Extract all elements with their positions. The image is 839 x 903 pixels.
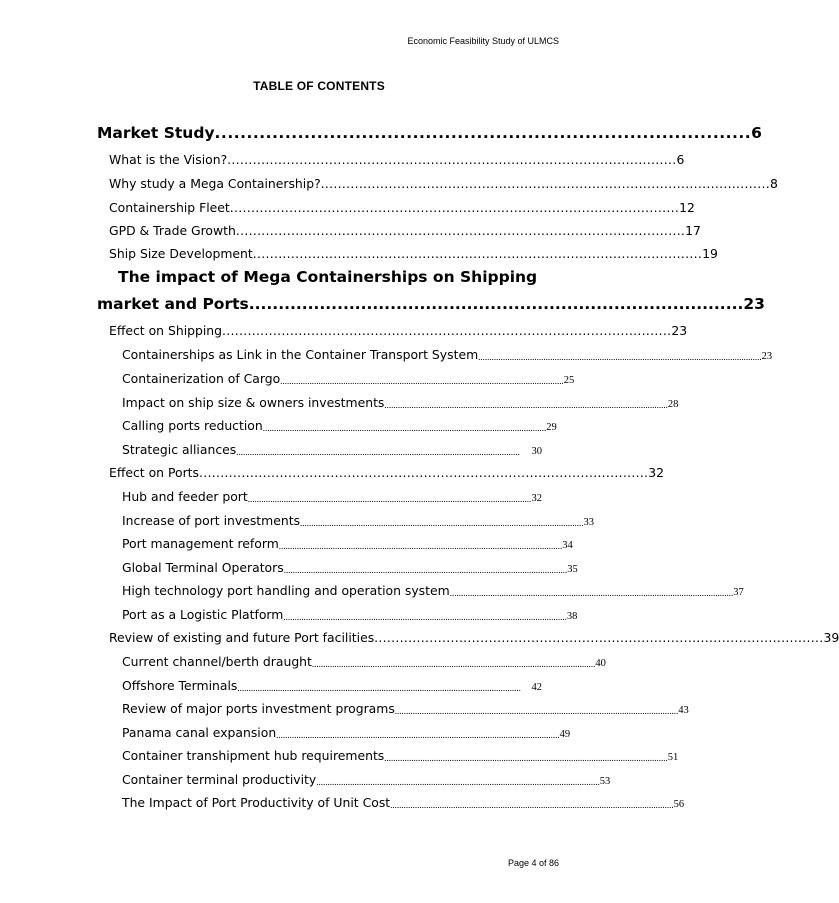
toc-entry-page: 40 (595, 658, 606, 669)
leader-dots: .............................................................................................................................. (311, 659, 596, 669)
toc-entry-page: 35 (567, 564, 578, 575)
toc-entry-text: Review of existing and future Port facilities (109, 630, 375, 645)
toc-entry-alliances[interactable] (122, 442, 542, 457)
leader-dots: .......................................................................................................... (235, 223, 686, 238)
toc-title: TABLE OF CONTENTS (253, 79, 385, 93)
toc-entry-text: Containerization of Cargo (122, 371, 281, 386)
toc-entry-text: Market Study (97, 124, 215, 142)
leader-dots: .................................................................................... (248, 295, 744, 313)
toc-entry-vision[interactable] (109, 152, 685, 167)
toc-entry-text: What is the Vision? (109, 152, 228, 167)
leader-dots: .............................................................................................................................. (283, 612, 567, 622)
toc-entry-text: Offshore Terminals (122, 678, 238, 693)
leader-dots: .............................................................................................................................. (449, 588, 734, 598)
toc-entry-text: Effect on Ports (109, 465, 199, 480)
toc-entry-hub-feeder[interactable] (122, 489, 542, 504)
toc-entry-page: 33 (583, 517, 595, 528)
toc-entry-terminal-operators[interactable] (122, 560, 578, 575)
toc-entry-page: 37 (733, 587, 744, 598)
toc-entry-market-study[interactable] (97, 124, 762, 142)
toc-entry-page: 17 (685, 223, 701, 238)
toc-entry-effect-shipping[interactable] (109, 323, 688, 338)
toc-entry-calling-ports[interactable] (122, 418, 557, 433)
leader-dots: .............................................................................................................................. (280, 376, 564, 386)
toc-entry-page: 8 (769, 176, 778, 191)
leader-dots: .............................................................................................................................. (390, 800, 674, 810)
toc-entry-page: 30 (531, 446, 542, 457)
toc-entry-page: 25 (563, 375, 575, 386)
toc-entry-link[interactable] (122, 347, 773, 362)
toc-entry-page: 32 (531, 493, 542, 504)
toc-entry-text: Container transhipment hub requirements (122, 748, 385, 763)
toc-entry-text: Effect on Shipping (109, 323, 223, 338)
leader-dots: .............................................................................................................................. (478, 352, 762, 362)
toc-entry-text: Increase of port investments (122, 513, 301, 528)
toc-entry-page: 32 (648, 465, 665, 480)
toc-entry-fleet[interactable] (109, 200, 695, 215)
leader-dots: .......................................................................................................... (320, 176, 770, 191)
toc-entry-text: Strategic alliances (122, 442, 237, 457)
toc-entry-text: Containerships as Link in the Container Transport System (122, 347, 479, 362)
page-number-footer: Page 4 of 86 (507, 858, 559, 868)
toc-entry-page: 23 (743, 295, 765, 313)
toc-entry-port-facilities[interactable] (109, 630, 839, 645)
toc-entry-text: High technology port handling and operation system (122, 583, 450, 598)
toc-entry-text: Calling ports reduction (122, 418, 263, 433)
leader-dots: .............................................................................................................................. (316, 777, 600, 787)
toc-entry-panama[interactable] (122, 725, 571, 740)
toc-entry-owners-investments[interactable] (122, 395, 679, 410)
leader-dots: .............................................................................................................................. (237, 683, 521, 693)
leader-dots: .............................................................................................................................. (283, 565, 568, 575)
toc-entry-investment-programs[interactable] (122, 701, 689, 716)
toc-entry-logistic-platform[interactable] (122, 607, 578, 622)
toc-entry-page: 23 (671, 323, 688, 338)
toc-entry-page: 23 (761, 351, 773, 362)
toc-entry-text: The Impact of Port Productivity of Unit Cost (122, 795, 391, 810)
toc-entry-unit-cost[interactable] (122, 795, 685, 810)
toc-entry-page: 43 (678, 705, 689, 716)
leader-dots: .......................................................................................................... (229, 200, 680, 215)
toc-entry-terminal-productivity[interactable] (122, 772, 611, 787)
toc-entry-ship-size[interactable] (109, 246, 718, 261)
toc-entry-page: 38 (566, 611, 578, 622)
toc-entry-port-management[interactable] (122, 536, 573, 551)
toc-entry-why-study[interactable] (109, 176, 778, 191)
leader-dots: .................................................................................... (214, 124, 752, 142)
leader-dots: .............................................................................................................................. (236, 447, 520, 457)
toc-entry-page: 6 (676, 152, 685, 167)
leader-dots: .......................................................................................................... (227, 152, 677, 167)
toc-entry-transhipment[interactable] (122, 748, 679, 763)
toc-entry-text: market and Ports (97, 295, 249, 313)
toc-entry-trade-growth[interactable] (109, 223, 701, 238)
toc-entry-offshore[interactable] (122, 678, 542, 693)
toc-entry-text: Containership Fleet (109, 200, 230, 215)
leader-dots: .............................................................................................................................. (300, 518, 584, 528)
toc-entry-text: Panama canal expansion (122, 725, 277, 740)
leader-dots: .............................................................................................................................. (262, 423, 547, 433)
toc-entry-page: 29 (546, 422, 557, 433)
toc-entry-text: GPD & Trade Growth (109, 223, 236, 238)
toc-entry-page: 53 (599, 776, 611, 787)
toc-entry-port-investments[interactable] (122, 513, 595, 528)
toc-entry-page: 51 (667, 752, 679, 763)
leader-dots: .............................................................................................................................. (394, 706, 679, 716)
toc-entry-text: Container terminal productivity (122, 772, 317, 787)
running-header: Economic Feasibility Study of ULMCS (407, 36, 559, 46)
leader-dots: .............................................................................................................................. (384, 753, 668, 763)
toc-entry-page: 34 (562, 540, 573, 551)
toc-entry-text: Hub and feeder port (122, 489, 248, 504)
leader-dots: .......................................................................................................... (199, 465, 649, 480)
leader-dots: .............................................................................................................................. (278, 541, 563, 551)
toc-entry-page: 42 (531, 682, 542, 693)
toc-entry-text: Why study a Mega Containership? (109, 176, 321, 191)
toc-entry-containerization[interactable] (122, 371, 575, 386)
toc-entry-high-tech[interactable] (122, 583, 744, 598)
toc-entry-text: Ship Size Development (109, 246, 253, 261)
toc-entry-impact-line1[interactable]: The impact of Mega Containerships on Shipping (118, 268, 538, 286)
toc-entry-text: Global Terminal Operators (122, 560, 284, 575)
toc-entry-text: Review of major ports investment programs (122, 701, 395, 716)
toc-entry-text: Port as a Logistic Platform (122, 607, 284, 622)
toc-entry-page: 28 (667, 399, 679, 410)
leader-dots: .......................................................................................................... (374, 630, 824, 645)
leader-dots: .............................................................................................................................. (276, 730, 560, 740)
toc-entry-page: 6 (751, 124, 762, 142)
leader-dots: .............................................................................................................................. (384, 400, 668, 410)
toc-entry-page: 39 (823, 630, 839, 645)
leader-dots: .......................................................................................................... (222, 323, 672, 338)
leader-dots: .............................................................................................................................. (247, 494, 532, 504)
toc-entry-impact-line2[interactable] (97, 295, 765, 313)
toc-entry-page: 56 (673, 799, 685, 810)
toc-entry-text: Port management reform (122, 536, 279, 551)
toc-entry-page: 12 (679, 200, 695, 215)
toc-entry-page: 19 (702, 246, 718, 261)
toc-entry-text: Impact on ship size & owners investments (122, 395, 385, 410)
toc-entry-effect-ports[interactable] (109, 465, 665, 480)
toc-entry-draught[interactable] (122, 654, 606, 669)
toc-entry-page: 49 (559, 729, 571, 740)
toc-entry-text: Current channel/berth draught (122, 654, 312, 669)
leader-dots: .......................................................................................................... (252, 246, 703, 261)
